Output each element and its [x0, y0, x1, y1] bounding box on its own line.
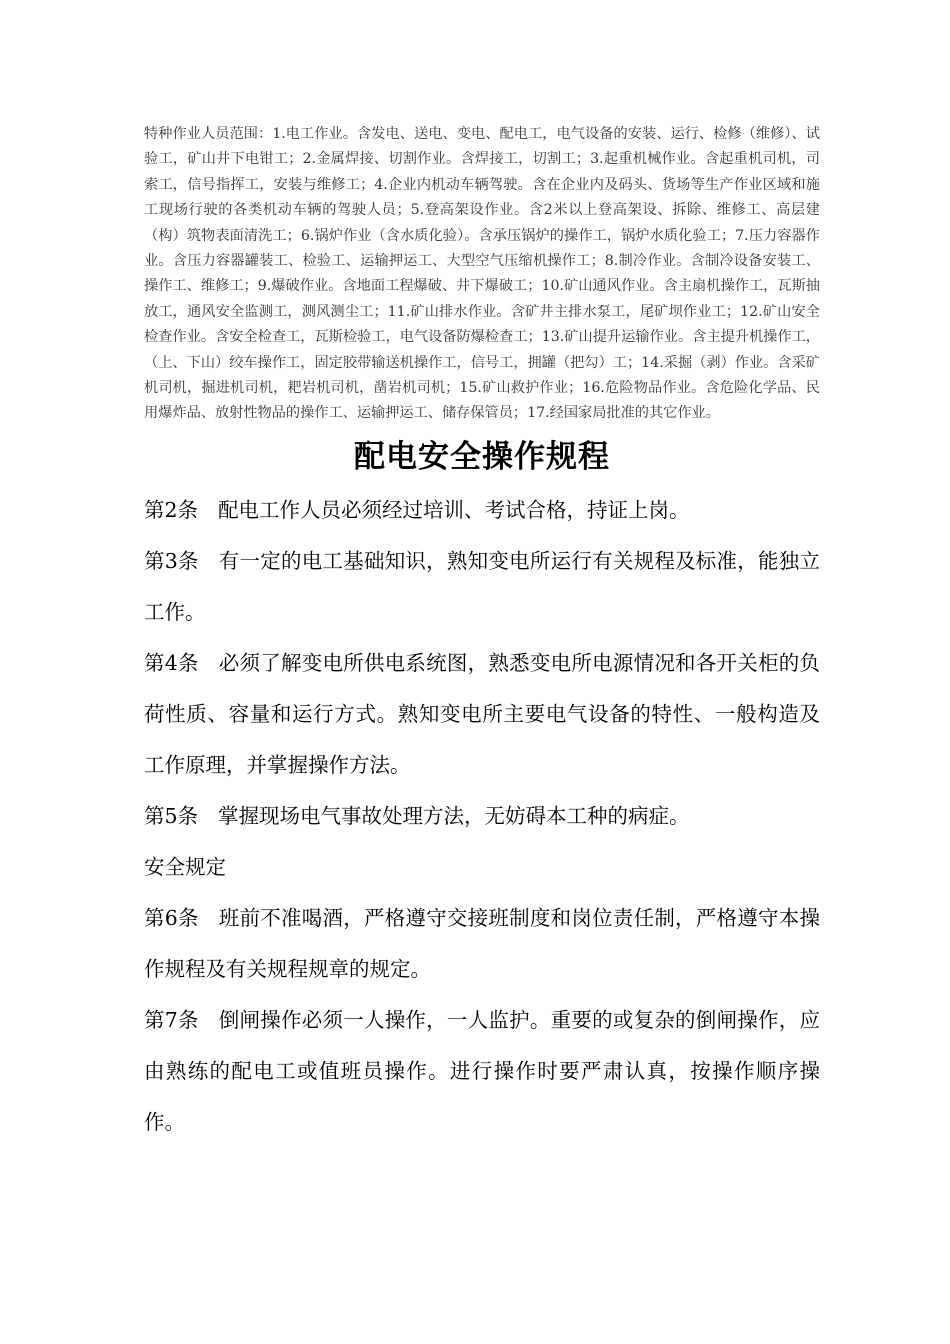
- article-number: 第4条: [144, 650, 199, 675]
- article-text: 配电工作人员必须经过培训、考试合格，持证上岗。: [218, 497, 690, 522]
- document-title: 配电安全操作规程: [354, 438, 610, 475]
- article-number: 第5条: [144, 803, 199, 828]
- article-7: [144, 995, 820, 1148]
- article-number: 第3条: [144, 548, 199, 573]
- article-3: [144, 536, 820, 638]
- article-6: [144, 893, 820, 995]
- article-number: 第6条: [144, 905, 199, 930]
- intro-paragraph: 特种作业人员范围：1.电工作业。含发电、送电、变电、配电工，电气设备的安装、运行、检修（维修）、试验工，矿山井下电钳工；2.金属焊接、切割作业。含焊接工，切割工；3.起重机械作业。含起重机司机，司索工，信号指挥工，安装与维修工；4.企业内机动车辆驾驶。含在企业内及码头、货场等生产作业区域和施工现场行驶的各类机动车辆的驾驶人员；5.登高架设作业。含2米以上登高架设、拆除、维修工、高层建（构）筑物表面清洗工；6.锅炉作业（含水质化验）。含承压锅炉的操作工，锅炉水质化验工；7.压力容器作业。含压力容器罐装工、检验工、运输押运工、大型空气压缩机操作工；8.制冷作业。含制冷设备安装工、操作工、维修工；9.爆破作业。含地面工程爆破、井下爆破工；10.矿山通风作业。含主扇机操作工，瓦斯抽放工，通风安全监测工，测风测尘工；11.矿山排水作业。含矿井主排水泵工，尾矿坝作业工；12.矿山安全检查作业。含安全检查工，瓦斯检验工，电气设备防爆检查工；13.矿山提升运输作业。含主提升机操作工，（上、下山）绞车操作工，固定胶带输送机操作工，信号工，拥罐（把勾）工；14.采掘（剥）作业。含采矿机司机，掘进机司机，耙岩机司机，凿岩机司机；15.矿山救护作业；16.危险物品作业。含危险化学品、民用爆炸品、放射性物品的操作工、运输押运工、储存保管员；17.经国家局批准的其它作业。: [144, 126, 820, 422]
- article-2: [144, 485, 820, 536]
- article-text: 掌握现场电气事故处理方法，无妨碍本工种的病症。: [218, 803, 690, 828]
- article-text: 倒闸操作必须一人操作，一人监护。重要的或复杂的倒闸操作，应由熟练的配电工或值班员操作。进行操作时要严肃认真，按操作顺序操作。: [144, 1007, 820, 1134]
- section-heading: 安全规定: [144, 854, 226, 879]
- document-page: [144, 122, 820, 1148]
- article-text: 班前不准喝酒，严格遵守交接班制度和岗位责任制，严格遵守本操作规程及有关规程规章的规定。: [144, 905, 820, 981]
- article-number: 第7条: [144, 1007, 199, 1032]
- article-number: 第2条: [144, 497, 199, 522]
- article-5: [144, 791, 820, 842]
- article-text: 有一定的电工基础知识，熟知变电所运行有关规程及标准，能独立工作。: [144, 548, 820, 624]
- article-text: 必须了解变电所供电系统图，熟悉变电所电源情况和各开关柜的负荷性质、容量和运行方式。熟知变电所主要电气设备的特性、一般构造及工作原理，并掌握操作方法。: [144, 650, 820, 777]
- article-4: [144, 638, 820, 791]
